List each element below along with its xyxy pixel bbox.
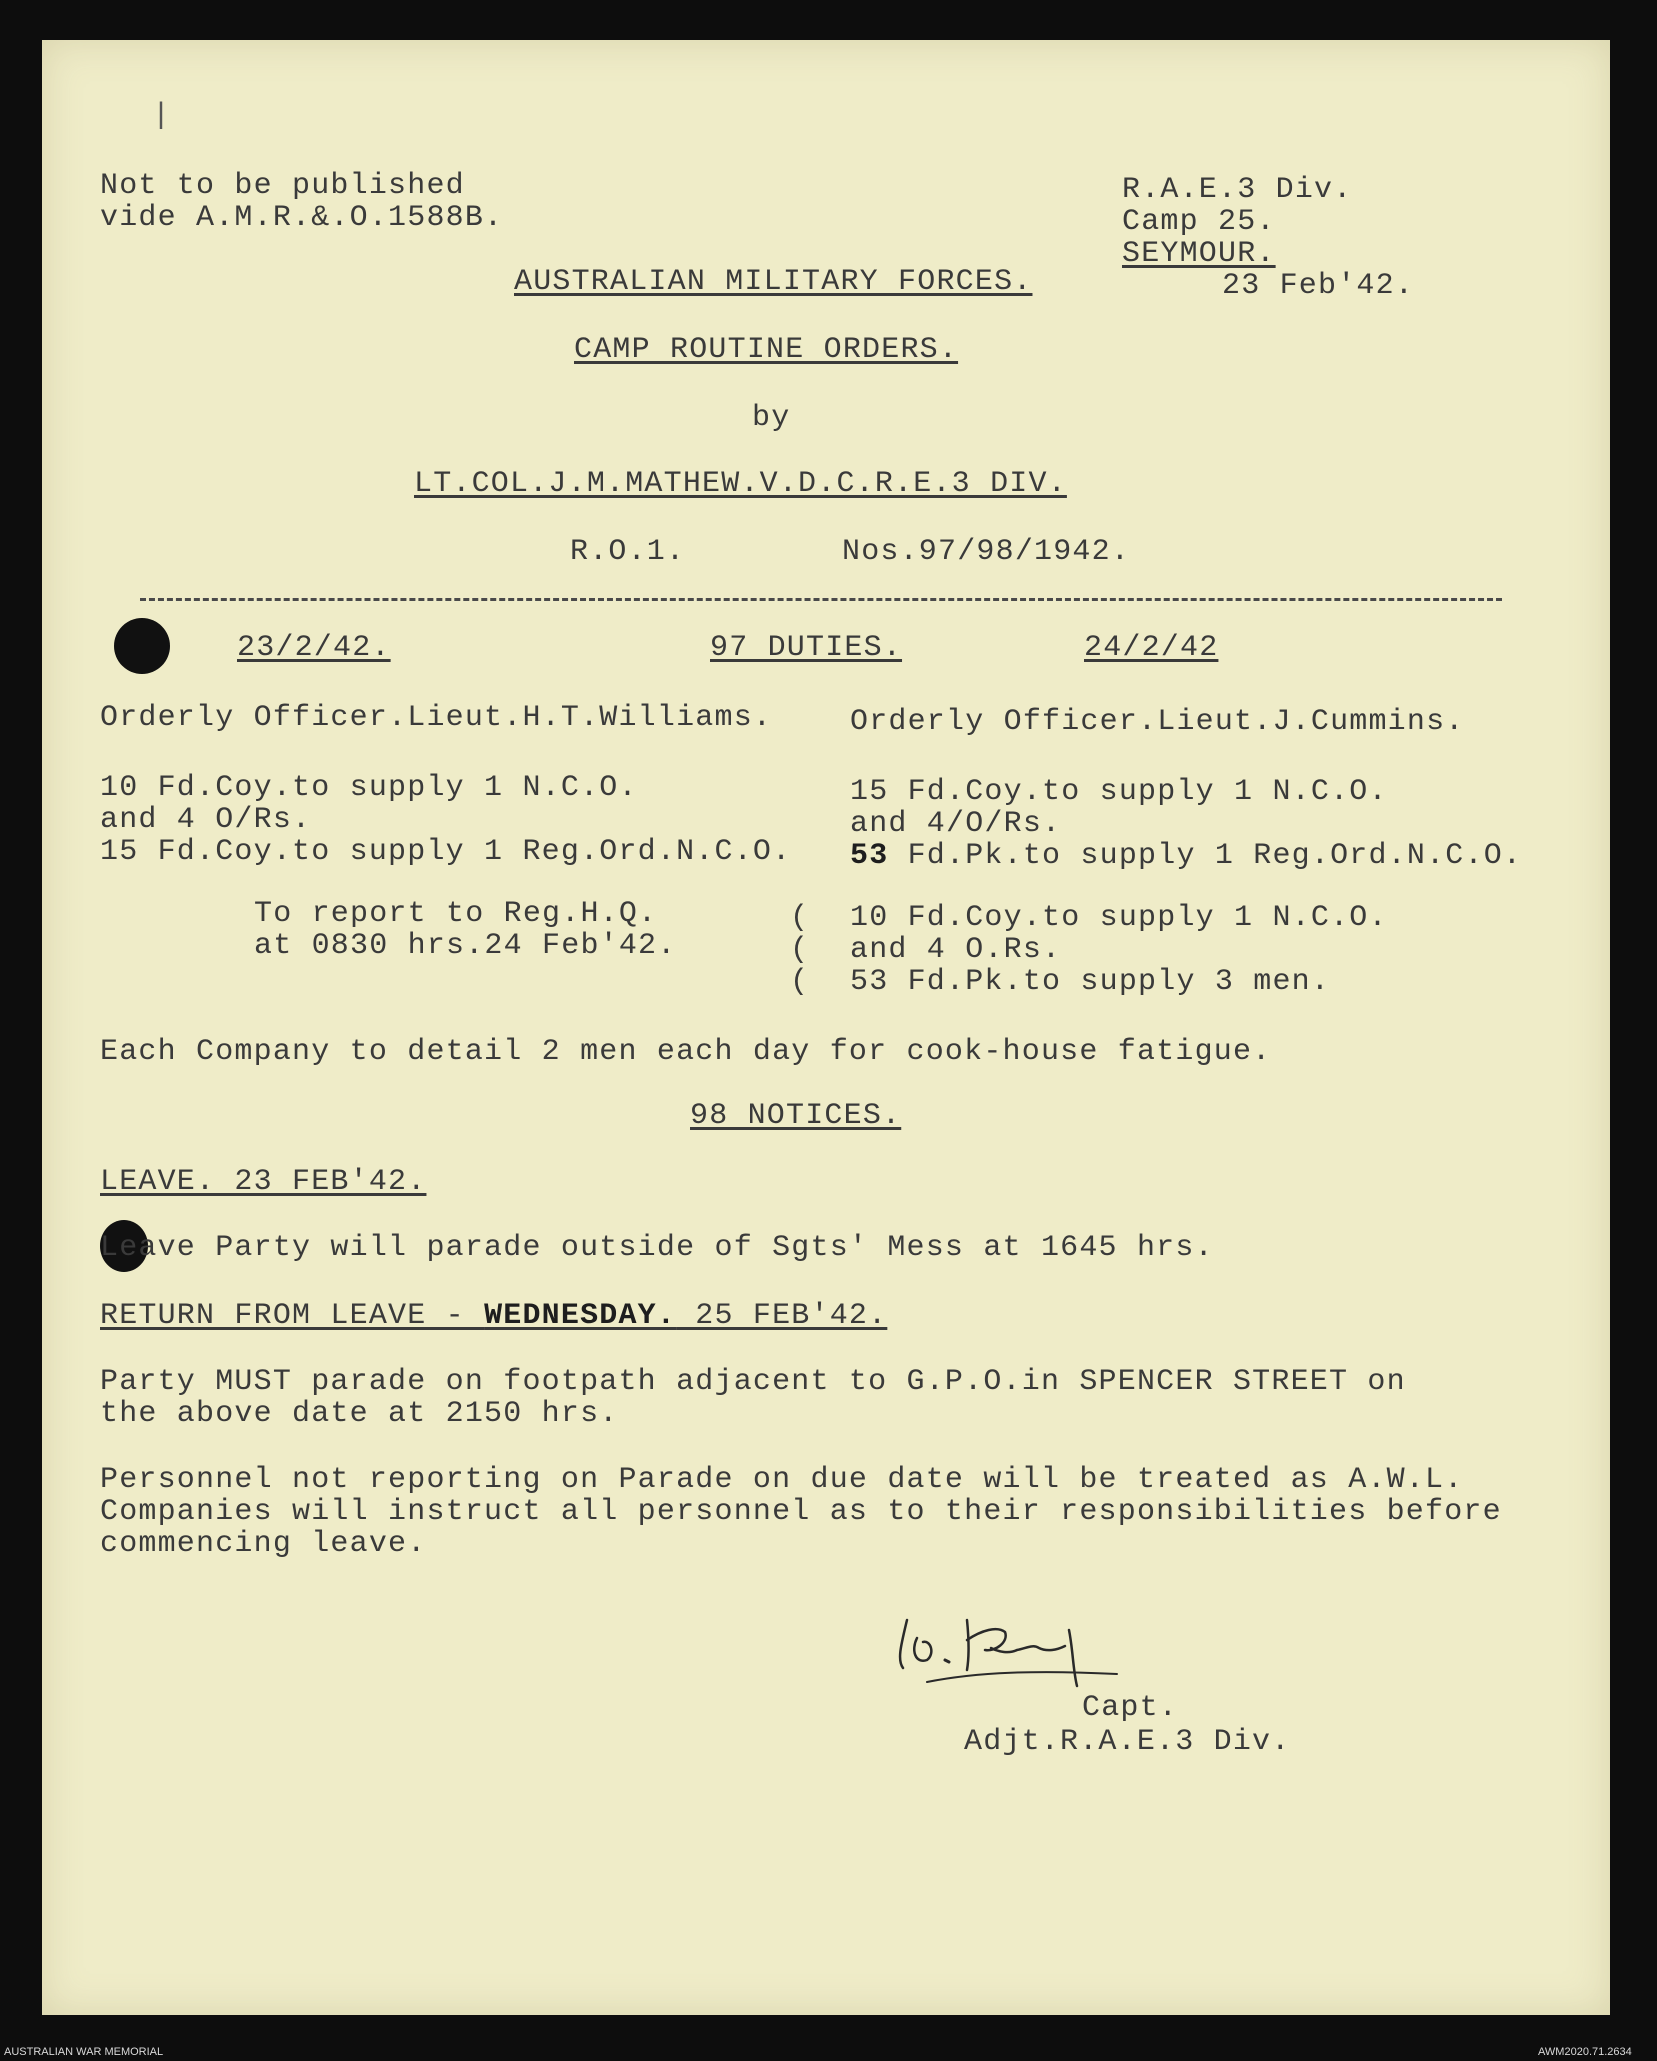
right-duty-line-3-number: 53 xyxy=(850,839,889,873)
left-duty-line-3: 15 Fd.Coy.to supply 1 Reg.Ord.N.C.O. xyxy=(100,835,792,869)
leave-heading: LEAVE. 23 FEB'42. xyxy=(100,1165,427,1199)
left-duty-line-2: and 4 O/Rs. xyxy=(100,803,312,837)
forces-title: AUSTRALIAN MILITARY FORCES. xyxy=(514,265,1033,299)
return-heading-part-a: RETURN FROM LEAVE - xyxy=(100,1299,485,1333)
left-report-line-2: at 0830 hrs.24 Feb'42. xyxy=(254,929,677,963)
signatory-rank: Capt. xyxy=(1082,1691,1179,1725)
unit-line-1: R.A.E.3 Div. xyxy=(1122,173,1353,207)
unit-line-3: SEYMOUR. xyxy=(1122,237,1276,271)
duties-heading: 97 DUTIES. xyxy=(710,631,903,665)
right-duty-line-4: 10 Fd.Coy.to supply 1 N.C.O. xyxy=(850,901,1388,935)
personnel-line-3: commencing leave. xyxy=(100,1527,427,1561)
return-heading xyxy=(100,1300,887,1332)
right-duty-line-1: 15 Fd.Coy.to supply 1 N.C.O. xyxy=(850,775,1388,809)
restriction-line-2: vide A.M.R.&.O.1588B. xyxy=(100,201,504,235)
right-orderly-officer: Orderly Officer.Lieut.J.Cummins. xyxy=(850,705,1465,739)
notices-heading: 98 NOTICES. xyxy=(690,1099,902,1133)
return-heading-day: WEDNESDAY. xyxy=(484,1299,677,1333)
left-orderly-officer: Orderly Officer.Lieut.H.T.Williams. xyxy=(100,701,773,735)
footer-left: AUSTRALIAN WAR MEMORIAL xyxy=(4,2046,164,2058)
return-heading-part-c: 25 FEB'42. xyxy=(676,1299,888,1333)
right-duty-line-3-text: Fd.Pk.to supply 1 Reg.Ord.N.C.O. xyxy=(888,839,1523,873)
party-line-2: the above date at 2150 hrs. xyxy=(100,1397,619,1431)
pencil-mark: | xyxy=(152,99,172,133)
order-date: 23 Feb'42. xyxy=(1222,269,1415,303)
personnel-line-2: Companies will instruct all personnel as to their responsibilities before xyxy=(100,1495,1502,1529)
dashed-divider xyxy=(140,598,1502,601)
bracket-2: ( xyxy=(790,933,810,967)
right-duty-line-6: 53 Fd.Pk.to supply 3 men. xyxy=(850,965,1331,999)
document-page xyxy=(42,40,1610,2015)
cookhouse-line: Each Company to detail 2 men each day for cook-house fatigue. xyxy=(100,1035,1272,1069)
ro-label: R.O.1. xyxy=(570,535,686,569)
right-duty-line-5: and 4 O.Rs. xyxy=(850,933,1062,967)
duties-date-right: 24/2/42 xyxy=(1084,631,1219,665)
orders-title: CAMP ROUTINE ORDERS. xyxy=(574,333,959,367)
duties-date-left: 23/2/42. xyxy=(237,631,391,665)
commander-title: LT.COL.J.M.MATHEW.V.D.C.R.E.3 DIV. xyxy=(414,467,1067,501)
personnel-line-1: Personnel not reporting on Parade on due date will be treated as A.W.L. xyxy=(100,1463,1464,1497)
punch-hole-top xyxy=(114,618,170,674)
bracket-3: ( xyxy=(790,965,810,999)
party-line-1: Party MUST parade on footpath adjacent to G.P.O.in SPENCER STREET on xyxy=(100,1365,1406,1399)
right-duty-line-2: and 4/O/Rs. xyxy=(850,807,1062,841)
handwritten-signature xyxy=(887,1590,1147,1700)
restriction-line-1: Not to be published xyxy=(100,169,465,203)
leave-text: Leave Party will parade outside of Sgts' Mess at 1645 hrs. xyxy=(100,1231,1214,1265)
left-duty-line-1: 10 Fd.Coy.to supply 1 N.C.O. xyxy=(100,771,638,805)
footer-right: AWM2020.71.2634 xyxy=(1538,2046,1632,2058)
left-report-line-1: To report to Reg.H.Q. xyxy=(254,897,658,931)
unit-line-2: Camp 25. xyxy=(1122,205,1276,239)
ro-numbers: Nos.97/98/1942. xyxy=(842,535,1131,569)
signatory-appointment: Adjt.R.A.E.3 Div. xyxy=(964,1725,1291,1759)
right-duty-line-3 xyxy=(850,840,1522,872)
by-label: by xyxy=(752,401,791,435)
bracket-1: ( xyxy=(790,901,810,935)
